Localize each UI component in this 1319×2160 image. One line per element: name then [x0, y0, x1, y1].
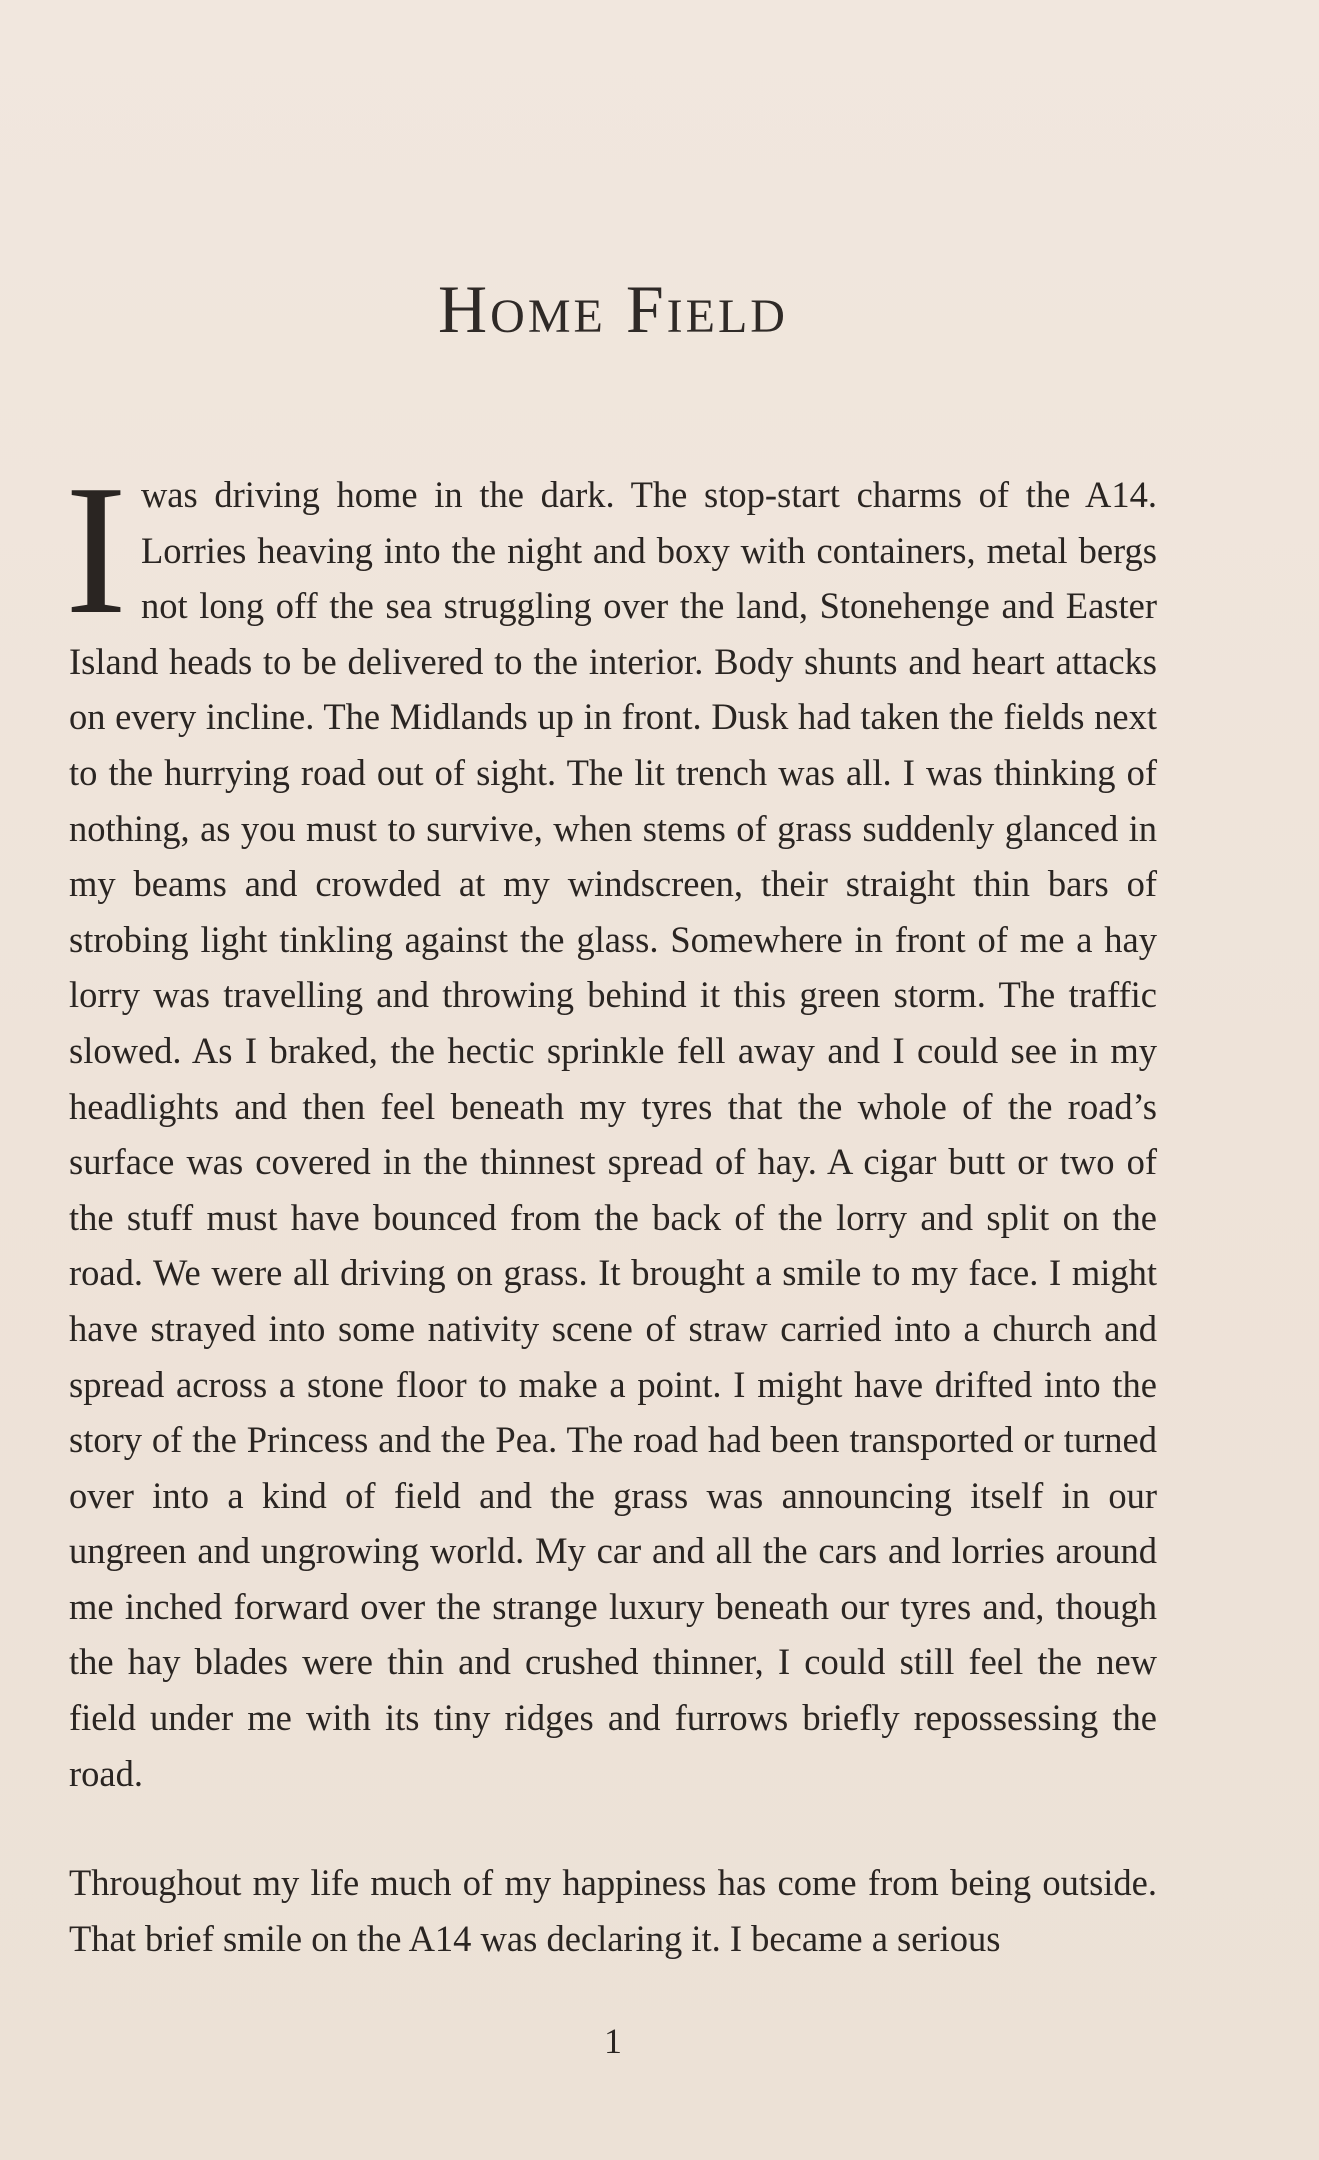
- drop-cap: I: [65, 447, 127, 653]
- paragraph-1: [65, 447, 1157, 1801]
- paragraph-1-text: was driving home in the dark. The stop-start charms of the A14. Lorries heaving into the night and boxy with containers, metal bergs not long off the sea struggling over the land, Stonehenge and Easter Island heads to be delivered to the interior. Body shunts and heart attacks on every incline. The Midlands up in front. Dusk had taken the fields next to the hurrying road out of sight. The lit trench was all. I was thinking of nothing, as you must to survive, when stems of grass suddenly glanced in my beams and crowded at my windscreen, their straight thin bars of strobing light tinkling against the glass. Somewhere in front of me a hay lorry was travelling and throwing behind it this green storm. The traffic slowed. As I braked, the hectic sprinkle fell away and I could see in my headlights and then feel beneath my tyres that the whole of the road’s surface was covered in the thinnest spread of hay. A cigar butt or two of the stuff must have bounced from the back of the lorry and split on the road. We were all driving on grass. It brought a smile to my face. I might have strayed into some nativity scene of straw carried into a church and spread across a stone floor to make a point. I might have drifted into the story of the Princess and the Pea. The road had been transported or turned over into a kind of field and the grass was announcing itself in our ungreen and ungrowing world. My car and all the cars and lorries around me inched forward over the strange luxury beneath our tyres and, though the hay blades were thin and crushed thinner, I could still feel the new field under me with its tiny ridges and furrows briefly repossessing the road.: [69, 474, 1157, 1794]
- chapter-title: Home Field: [438, 271, 788, 347]
- paragraph-2: [69, 1855, 1157, 1966]
- paragraph-2-text: Throughout my life much of my happiness has come from being outside. That brief smile on the A14 was declaring it. I became a serious: [69, 1862, 1157, 1959]
- page-number: 1: [604, 2021, 622, 2061]
